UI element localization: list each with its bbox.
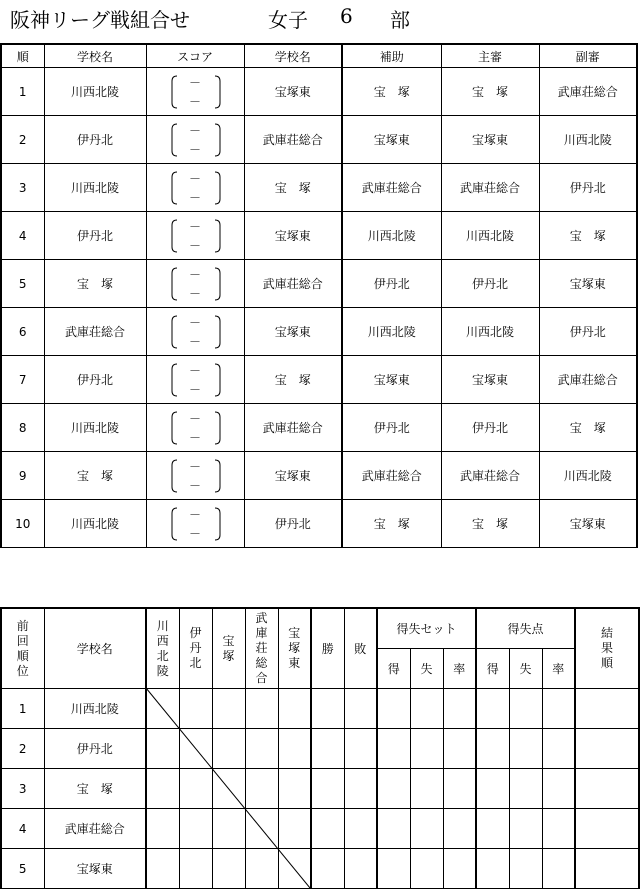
result-cell xyxy=(245,849,278,889)
header-sets-gain: 得 xyxy=(377,649,410,689)
sets-cell xyxy=(377,769,410,809)
header-score: スコア xyxy=(146,44,244,68)
match-row xyxy=(1,164,637,212)
prev-rank: 2 xyxy=(1,729,44,769)
sub-referee: 伊丹北 xyxy=(539,308,637,356)
assistant: 伊丹北 xyxy=(342,260,441,308)
score-box xyxy=(147,212,244,259)
header-opponent-1 xyxy=(179,608,212,689)
home-school: 川西北陵 xyxy=(44,500,146,548)
score-upper: － xyxy=(188,412,201,426)
sets-cell xyxy=(410,729,443,769)
opponent-label-1: 伊 丹 北 xyxy=(189,626,202,670)
schedule-header-row xyxy=(1,44,637,68)
result-cell xyxy=(179,769,212,809)
sub-referee: 宝塚東 xyxy=(539,260,637,308)
points-cell xyxy=(476,809,509,849)
score-box xyxy=(147,356,244,403)
header-points-lose: 失 xyxy=(509,649,542,689)
prev-rank: 4 xyxy=(1,809,44,849)
away-school: 宝 塚 xyxy=(244,356,342,404)
home-school: 伊丹北 xyxy=(44,212,146,260)
score-box xyxy=(147,116,244,163)
result-cell xyxy=(278,729,311,769)
sets-cell xyxy=(377,849,410,889)
points-cell xyxy=(509,689,542,729)
match-number: 2 xyxy=(1,116,44,164)
match-number: 1 xyxy=(1,68,44,116)
points-cell xyxy=(476,689,509,729)
header-prev-rank xyxy=(1,608,44,689)
match-row xyxy=(1,308,637,356)
points-cell xyxy=(476,849,509,889)
points-cell xyxy=(542,849,575,889)
home-school: 宝 塚 xyxy=(44,452,146,500)
assistant: 川西北陵 xyxy=(342,308,441,356)
score-upper: － xyxy=(188,268,201,282)
opponent-label-3: 武 庫 荘 総 合 xyxy=(255,611,268,685)
referee: 宝塚東 xyxy=(441,116,539,164)
result-cell xyxy=(278,769,311,809)
division-suffix: 部 xyxy=(390,8,410,32)
result-cell xyxy=(278,849,311,889)
standings-row xyxy=(1,769,639,809)
assistant: 宝 塚 xyxy=(342,68,441,116)
final-rank xyxy=(575,689,639,729)
referee: 川西北陵 xyxy=(441,212,539,260)
win-count xyxy=(311,809,344,849)
win-count xyxy=(311,849,344,889)
score-upper: － xyxy=(188,220,201,234)
result-cell xyxy=(278,809,311,849)
result-cell xyxy=(179,849,212,889)
score-box xyxy=(147,404,244,451)
result-cell xyxy=(245,729,278,769)
result-cell xyxy=(212,769,245,809)
result-cell xyxy=(245,689,278,729)
home-school: 川西北陵 xyxy=(44,404,146,452)
points-cell xyxy=(542,689,575,729)
standings-table xyxy=(0,607,640,889)
standings-row xyxy=(1,689,639,729)
points-cell xyxy=(476,729,509,769)
win-count xyxy=(311,689,344,729)
home-school: 川西北陵 xyxy=(44,164,146,212)
score-lower: － xyxy=(188,383,201,397)
sets-cell xyxy=(443,809,476,849)
score-lower: － xyxy=(188,335,201,349)
referee: 宝 塚 xyxy=(441,500,539,548)
away-school: 宝塚東 xyxy=(244,308,342,356)
header-sets-group: 得失セット xyxy=(377,608,476,649)
header-opponent-2 xyxy=(212,608,245,689)
sub-referee: 川西北陵 xyxy=(539,116,637,164)
match-number: 8 xyxy=(1,404,44,452)
header-order: 順 xyxy=(1,44,44,68)
opponent-label-4: 宝 塚 東 xyxy=(288,626,301,670)
match-row xyxy=(1,356,637,404)
away-school: 武庫荘総合 xyxy=(244,404,342,452)
header-sets-lose: 失 xyxy=(410,649,443,689)
match-row xyxy=(1,116,637,164)
prev-rank: 1 xyxy=(1,689,44,729)
referee: 宝塚東 xyxy=(441,356,539,404)
sub-referee: 宝塚東 xyxy=(539,500,637,548)
header-points-rate: 率 xyxy=(542,649,575,689)
match-number: 3 xyxy=(1,164,44,212)
score-box xyxy=(147,68,244,115)
score-box xyxy=(147,500,244,547)
match-row xyxy=(1,452,637,500)
match-row xyxy=(1,404,637,452)
score-upper: － xyxy=(188,508,201,522)
sub-referee: 武庫荘総合 xyxy=(539,68,637,116)
sets-cell xyxy=(377,729,410,769)
result-cell xyxy=(212,809,245,849)
score-upper: － xyxy=(188,316,201,330)
score-lower: － xyxy=(188,527,201,541)
result-cell xyxy=(179,809,212,849)
final-rank xyxy=(575,809,639,849)
sets-cell xyxy=(443,729,476,769)
school-name: 武庫荘総合 xyxy=(44,809,146,849)
sets-cell xyxy=(410,769,443,809)
header-result xyxy=(575,608,639,689)
result-cell xyxy=(146,769,179,809)
score-lower: － xyxy=(188,239,201,253)
loss-count xyxy=(344,729,377,769)
loss-count xyxy=(344,809,377,849)
score-upper: － xyxy=(188,124,201,138)
referee: 伊丹北 xyxy=(441,260,539,308)
referee: 武庫荘総合 xyxy=(441,452,539,500)
match-row xyxy=(1,212,637,260)
away-school: 宝 塚 xyxy=(244,164,342,212)
sub-referee: 宝 塚 xyxy=(539,212,637,260)
league-title: 阪神リーグ戦組合せ xyxy=(10,8,190,32)
score-upper: － xyxy=(188,460,201,474)
header-win: 勝 xyxy=(311,608,344,689)
score-lower: － xyxy=(188,479,201,493)
header-school-home: 学校名 xyxy=(44,44,146,68)
points-cell xyxy=(542,769,575,809)
final-rank xyxy=(575,849,639,889)
sub-referee: 伊丹北 xyxy=(539,164,637,212)
points-cell xyxy=(509,809,542,849)
header-points-gain: 得 xyxy=(476,649,509,689)
win-count xyxy=(311,729,344,769)
assistant: 川西北陵 xyxy=(342,212,441,260)
match-schedule-table xyxy=(0,43,638,548)
score xyxy=(146,356,244,404)
score-upper: － xyxy=(188,172,201,186)
score-box xyxy=(147,452,244,499)
home-school: 川西北陵 xyxy=(44,68,146,116)
away-school: 武庫荘総合 xyxy=(244,116,342,164)
win-count xyxy=(311,769,344,809)
score-box xyxy=(147,164,244,211)
school-name: 伊丹北 xyxy=(44,729,146,769)
prev-rank: 5 xyxy=(1,849,44,889)
header-standings-school: 学校名 xyxy=(44,608,146,689)
score xyxy=(146,116,244,164)
score-lower: － xyxy=(188,143,201,157)
header-sets-rate: 率 xyxy=(443,649,476,689)
home-school: 宝 塚 xyxy=(44,260,146,308)
result-cell xyxy=(179,689,212,729)
standings-header-row-1 xyxy=(1,608,639,649)
score-upper: － xyxy=(188,76,201,90)
referee: 川西北陵 xyxy=(441,308,539,356)
away-school: 伊丹北 xyxy=(244,500,342,548)
score xyxy=(146,260,244,308)
standings-row xyxy=(1,729,639,769)
result-cell xyxy=(179,729,212,769)
standings-row xyxy=(1,809,639,849)
result-cell xyxy=(212,849,245,889)
score xyxy=(146,212,244,260)
points-cell xyxy=(542,809,575,849)
match-number: 5 xyxy=(1,260,44,308)
referee: 伊丹北 xyxy=(441,404,539,452)
sets-cell xyxy=(443,769,476,809)
points-cell xyxy=(509,769,542,809)
score-box xyxy=(147,260,244,307)
score-upper: － xyxy=(188,364,201,378)
school-name: 宝 塚 xyxy=(44,769,146,809)
assistant: 武庫荘総合 xyxy=(342,164,441,212)
final-rank xyxy=(575,769,639,809)
assistant: 伊丹北 xyxy=(342,404,441,452)
match-number: 4 xyxy=(1,212,44,260)
result-cell xyxy=(245,809,278,849)
school-name: 川西北陵 xyxy=(44,689,146,729)
result-cell xyxy=(245,769,278,809)
score-lower: － xyxy=(188,287,201,301)
sub-referee: 武庫荘総合 xyxy=(539,356,637,404)
assistant: 宝 塚 xyxy=(342,500,441,548)
match-number: 10 xyxy=(1,500,44,548)
away-school: 宝塚東 xyxy=(244,212,342,260)
sets-cell xyxy=(443,849,476,889)
final-rank xyxy=(575,729,639,769)
match-number: 6 xyxy=(1,308,44,356)
home-school: 伊丹北 xyxy=(44,116,146,164)
sub-referee: 宝 塚 xyxy=(539,404,637,452)
division-number: 6 xyxy=(340,4,353,28)
header-opponent-0 xyxy=(146,608,179,689)
sets-cell xyxy=(443,689,476,729)
standings-row xyxy=(1,849,639,889)
opponent-label-0: 川 西 北 陵 xyxy=(156,618,169,678)
result-cell xyxy=(146,849,179,889)
header-opponent-4 xyxy=(278,608,311,689)
header-points-group: 得失点 xyxy=(476,608,575,649)
points-cell xyxy=(476,769,509,809)
away-school: 武庫荘総合 xyxy=(244,260,342,308)
score-lower: － xyxy=(188,191,201,205)
header-sub-referee: 副審 xyxy=(539,44,637,68)
result-cell xyxy=(146,689,179,729)
score-lower: － xyxy=(188,95,201,109)
school-name: 宝塚東 xyxy=(44,849,146,889)
sets-cell xyxy=(410,689,443,729)
loss-count xyxy=(344,849,377,889)
result-cell xyxy=(278,689,311,729)
match-number: 7 xyxy=(1,356,44,404)
away-school: 宝塚東 xyxy=(244,68,342,116)
points-cell xyxy=(542,729,575,769)
result-cell xyxy=(146,809,179,849)
sets-cell xyxy=(410,849,443,889)
result-label: 結 果 順 xyxy=(600,626,613,670)
assistant: 武庫荘総合 xyxy=(342,452,441,500)
match-row xyxy=(1,260,637,308)
score xyxy=(146,164,244,212)
sets-cell xyxy=(410,809,443,849)
header-assistant: 補助 xyxy=(342,44,441,68)
score-lower: － xyxy=(188,431,201,445)
header-school-away: 学校名 xyxy=(244,44,342,68)
points-cell xyxy=(509,729,542,769)
score xyxy=(146,452,244,500)
result-cell xyxy=(146,729,179,769)
gender-label: 女子 xyxy=(268,8,308,32)
score xyxy=(146,500,244,548)
prev-rank: 3 xyxy=(1,769,44,809)
header-referee: 主審 xyxy=(441,44,539,68)
sub-referee: 川西北陵 xyxy=(539,452,637,500)
loss-count xyxy=(344,689,377,729)
score-box xyxy=(147,308,244,355)
away-school: 宝塚東 xyxy=(244,452,342,500)
header-opponent-3 xyxy=(245,608,278,689)
match-row xyxy=(1,68,637,116)
score xyxy=(146,308,244,356)
referee: 宝 塚 xyxy=(441,68,539,116)
referee: 武庫荘総合 xyxy=(441,164,539,212)
loss-count xyxy=(344,769,377,809)
match-row xyxy=(1,500,637,548)
score xyxy=(146,68,244,116)
sets-cell xyxy=(377,809,410,849)
result-cell xyxy=(212,689,245,729)
points-cell xyxy=(509,849,542,889)
prev-rank-label: 前 回 順 位 xyxy=(16,618,29,678)
home-school: 伊丹北 xyxy=(44,356,146,404)
opponent-label-2: 宝 塚 xyxy=(222,633,235,663)
sets-cell xyxy=(377,689,410,729)
header-loss: 敗 xyxy=(344,608,377,689)
match-number: 9 xyxy=(1,452,44,500)
result-cell xyxy=(212,729,245,769)
assistant: 宝塚東 xyxy=(342,116,441,164)
assistant: 宝塚東 xyxy=(342,356,441,404)
score xyxy=(146,404,244,452)
home-school: 武庫荘総合 xyxy=(44,308,146,356)
